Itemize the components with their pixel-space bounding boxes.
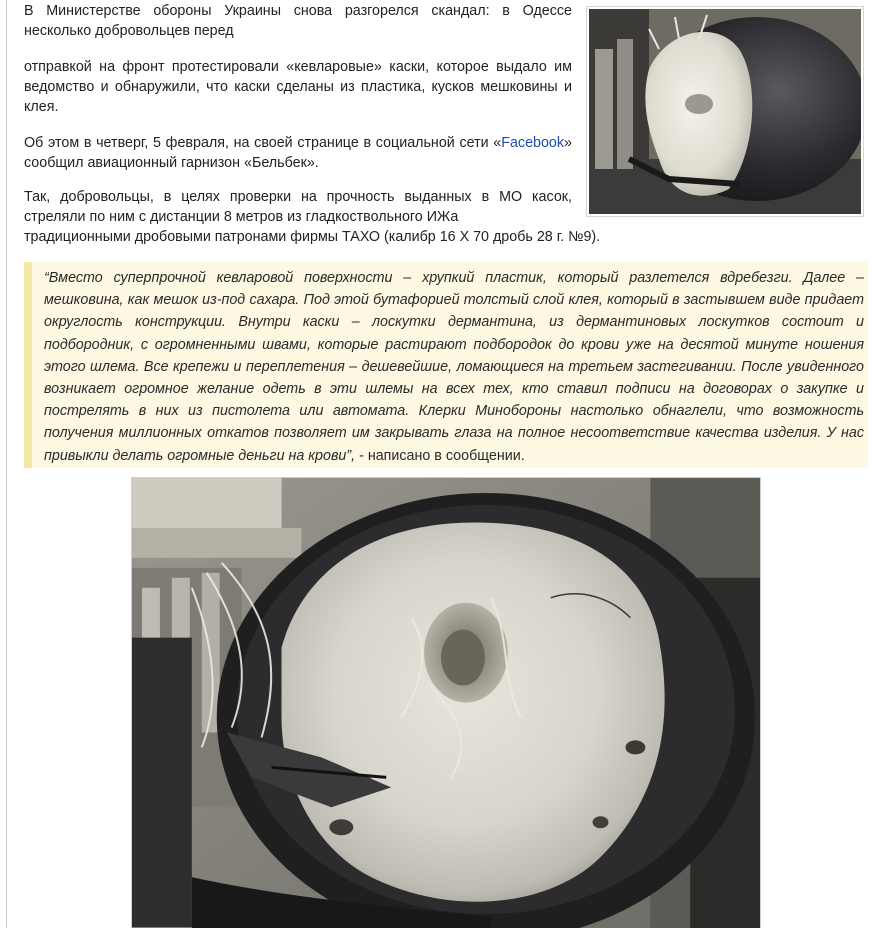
paragraph-intro: В Министерстве обороны Украины снова разгорелся скандал: в Одессе несколько добровольцев перед [24, 3, 572, 39]
paragraph-source-text-before: Об этом в четверг, 5 февраля, на своей странице в социальной сети « [24, 135, 502, 151]
quote-text [44, 267, 864, 467]
helmet-main-photo [131, 477, 761, 928]
quote-attribution: - написано в сообщении. [355, 447, 525, 464]
paragraph-source-text-after: » сообщил авиационный гарнизон «Бельбек». [24, 135, 572, 171]
paragraph-shooting-cont: традиционными дробовыми патронами фирмы ТАХО (калибр 16 Х 70 дробь 28 г. №9). [24, 229, 601, 245]
quote-body: “Вместо суперпрочной кевларовой поверхности – хрупкий пластик, который разлетелся вдребезги. Далее – мешковина, как мешок из-под сахара. Под этой бутафорией толстый слой клея, который в застывшем виде придает округлость конструкции. Внутри каски – лоскутки дермантина, из дермантиновых лоскутков состоит и подбородник, с огромненными швами, которые растирают подбородок до крови уже на десятой минуте ношения этого шлема. Все крепежи и переплетения – дешевейшие, ломающиеся на третьем застегивании. После увиденного возникает огромное желание одеть в эти шлемы на всех тех, кто ставил подписи на договорах о закупке и пострелять в них из пистолета или автомата. Клерки Минобороны настолько обнаглели, что возможность получения миллионных откатов позволяет им закрывать глаза на полное несоответствие качества изделия. У нас привыкли делать огромные деньги на крови”, [44, 270, 864, 464]
left-border-line [6, 0, 7, 928]
quote-block [24, 262, 868, 468]
paragraph-shooting: Так, добровольцы, в целях проверки на прочность выданных в МО касок, стреляли по ним с дистанции 8 метров из гладкоствольного ИЖа [24, 189, 572, 225]
paragraph-source [24, 133, 572, 173]
helmet-side-image [589, 9, 861, 214]
paragraph-test: отправкой на фронт протестировали «кевларовые» каски, которое выдало им ведомство и обнаружили, что каски сделаны из пластика, кусков мешковины и клея. [24, 59, 572, 115]
helmet-side-photo [586, 6, 864, 217]
helmet-main-image [132, 478, 760, 928]
facebook-link[interactable]: Facebook [501, 135, 565, 151]
